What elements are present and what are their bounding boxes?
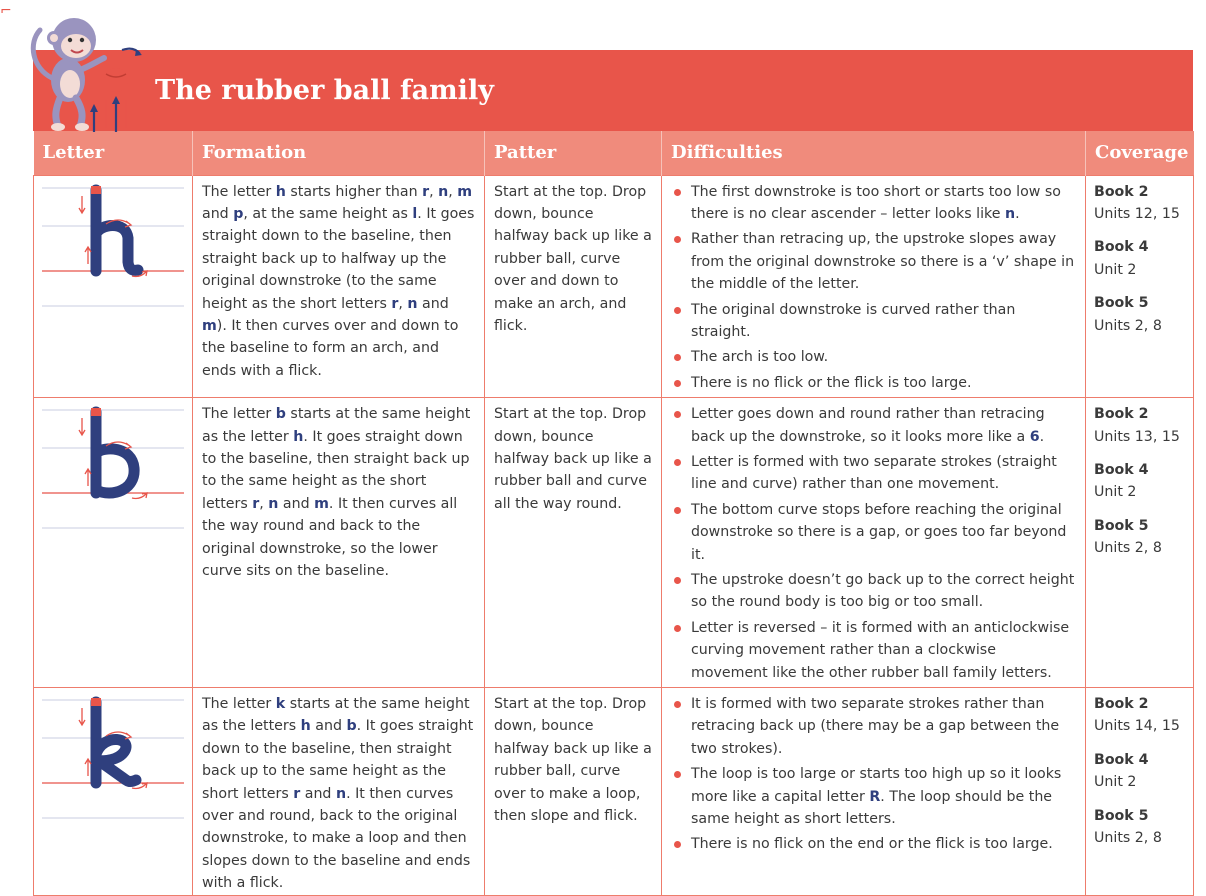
letter-formation-diagram [34, 176, 192, 316]
text-segment: and [300, 785, 336, 802]
coverage-entry [1094, 693, 1185, 738]
letter-keyword: r [252, 495, 260, 512]
text-segment: starts higher than [285, 183, 423, 200]
coverage-units: Units 2, 8 [1094, 317, 1162, 334]
bullet-icon [674, 577, 681, 584]
text-segment: The arch is too low. [691, 349, 829, 366]
start-dot-icon [91, 186, 101, 194]
difficulties-list [671, 181, 1077, 395]
table-row [34, 688, 1194, 896]
monkey-mascot-icon [24, 8, 154, 133]
column-header-coverage: Coverage [1086, 131, 1194, 175]
coverage-entry [1094, 181, 1185, 226]
letter-keyword: r [293, 785, 301, 802]
coverage-units: Unit 2 [1094, 774, 1137, 791]
patter-cell: Start at the top. Drop down, bounce halfway back up like a rubber ball and curve all the way round. [485, 398, 662, 688]
text-segment: and [310, 718, 347, 735]
letter-b-glyph [96, 412, 134, 493]
difficulties-cell [662, 398, 1086, 688]
column-header-formation: Formation [193, 131, 485, 175]
table-row [34, 398, 1194, 688]
letter-formation-diagram [34, 688, 192, 828]
letter-keyword: n [335, 785, 347, 802]
table-header-row [34, 131, 1194, 175]
letter-h-glyph [96, 190, 138, 271]
coverage-cell [1086, 398, 1194, 688]
text-segment: starts at the same height as the letter [202, 406, 471, 445]
start-dot-icon [91, 698, 101, 706]
direction-arrow-icon [85, 759, 91, 776]
list-item [671, 228, 1077, 295]
coverage-entry [1094, 292, 1185, 337]
formation-cell [193, 175, 485, 398]
coverage-book: Book 5 [1094, 807, 1149, 824]
letter-keyword: r [391, 295, 399, 312]
coverage-book: Book 4 [1094, 239, 1149, 256]
list-item [671, 499, 1077, 566]
text-segment: , [259, 495, 269, 512]
text-segment: The first downstroke is too short or starts too low so there is no clear ascender – letter looks like [691, 183, 1061, 222]
direction-arrow-icon [85, 469, 91, 486]
text-segment: There is no flick or the flick is too large. [691, 374, 972, 391]
coverage-entry [1094, 515, 1185, 560]
column-header-letter: Letter [34, 131, 193, 175]
difficulties-list [671, 693, 1077, 856]
letter-keyword: m [314, 495, 329, 512]
list-item [671, 693, 1077, 760]
letter-keyword: p [233, 205, 244, 222]
bullet-icon [674, 459, 681, 466]
bullet-icon [674, 625, 681, 632]
text-segment: starts at the same height as the letters [202, 696, 470, 735]
list-item [671, 403, 1077, 448]
formation-cell [193, 688, 485, 896]
corner-mark-icon: ⌐ [0, 3, 12, 19]
coverage-units: Units 14, 15 [1094, 718, 1180, 735]
text-segment: The loop is too large or starts too high up so it looks more like a capital letter [691, 766, 1062, 805]
letter-formation-diagram [34, 398, 192, 538]
list-item [671, 299, 1077, 344]
bullet-icon [674, 771, 681, 778]
coverage-entry [1094, 403, 1185, 448]
coverage-units: Units 12, 15 [1094, 205, 1180, 222]
coverage-entry [1094, 805, 1185, 850]
text-segment: . It then curves over and round, back to the original downstroke, to make a loop and then slopes down to the baseline and ends with a flick. [202, 785, 471, 892]
coverage-book: Book 4 [1094, 751, 1149, 768]
column-header-difficulties: Difficulties [662, 131, 1086, 175]
list-item [671, 181, 1077, 226]
text-segment: and [278, 495, 315, 512]
text-segment: The letter [202, 183, 276, 200]
letter-keyword: m [202, 317, 217, 334]
text-segment: The bottom curve stops before reaching the original downstroke so there is a gap, or goes too far beyond it. [691, 501, 1067, 563]
direction-arrow-icon [85, 247, 91, 264]
direction-arrow-icon [79, 708, 85, 725]
letter-keyword: n [438, 183, 449, 200]
letter-cell [34, 398, 193, 688]
list-item [671, 569, 1077, 614]
coverage-entry [1094, 459, 1185, 504]
coverage-entry [1094, 749, 1185, 794]
bullet-icon [674, 236, 681, 243]
text-segment: . [1015, 205, 1020, 222]
bullet-icon [674, 354, 681, 361]
list-item [671, 346, 1077, 368]
bullet-icon [674, 380, 681, 387]
list-item [671, 451, 1077, 496]
text-segment: Letter is formed with two separate strokes (straight line and curve) rather than one movement. [691, 453, 1057, 493]
direction-arrow-icon [79, 196, 85, 213]
bullet-icon [674, 411, 681, 418]
difficulties-list [671, 403, 1077, 684]
coverage-units: Unit 2 [1094, 261, 1137, 278]
direction-arrow-icon [79, 418, 85, 435]
text-segment: Letter is reversed – it is formed with an anticlockwise curving movement rather than a clockwise movement like the other rubber ball family letters. [691, 619, 1070, 681]
text-segment: . It then curves all the way round and back to the original downstroke, so the lower curve sits on the baseline. [202, 495, 458, 579]
coverage-book: Book 5 [1094, 517, 1149, 534]
text-segment: . [1039, 428, 1045, 445]
table-row [34, 175, 1194, 398]
letter-keyword: l [412, 205, 418, 222]
letter-keyword: n [407, 295, 418, 312]
letter-keyword: 6 [1029, 428, 1040, 445]
coverage-cell [1086, 688, 1194, 896]
text-segment: , [429, 183, 439, 200]
start-dot-icon [91, 408, 101, 416]
coverage-book: Book 5 [1094, 295, 1149, 312]
letter-keyword: m [457, 183, 473, 200]
letter-keyword: b [346, 718, 357, 735]
coverage-book: Book 4 [1094, 461, 1149, 478]
letter-cell [34, 175, 193, 398]
patter-cell: Start at the top. Drop down, bounce halfway back up like a rubber ball, curve over and down to make an arch, and flick. [485, 175, 662, 398]
text-segment: , [398, 295, 408, 312]
bullet-icon [674, 507, 681, 514]
coverage-cell [1086, 175, 1194, 398]
text-segment: , [448, 183, 458, 200]
letter-keyword: h [300, 718, 311, 735]
letter-keyword: R [869, 788, 881, 805]
page-title: The rubber ball family [155, 75, 494, 106]
text-segment: The letter [202, 406, 276, 423]
text-segment: There is no flick on the end or the flick is too large. [691, 836, 1053, 853]
text-segment: and [202, 205, 234, 222]
text-segment: and [417, 295, 449, 312]
coverage-units: Units 13, 15 [1094, 428, 1180, 445]
difficulties-cell [662, 175, 1086, 398]
list-item [671, 617, 1077, 684]
coverage-units: Unit 2 [1094, 484, 1137, 501]
text-segment: Letter goes down and round rather than retracing back up the downstroke, so it looks more like a [691, 406, 1045, 445]
difficulties-cell [662, 688, 1086, 896]
list-item [671, 372, 1077, 394]
letter-keyword: n [1004, 205, 1016, 222]
coverage-book: Book 2 [1094, 696, 1149, 713]
bullet-icon [674, 307, 681, 314]
text-segment: . It goes straight down to the baseline, then straight back up to the same height as the short letters [202, 428, 470, 512]
text-segment: . It goes straight down to the baseline, then straight back up to the same height as the short letters [202, 718, 474, 802]
letter-keyword: h [293, 428, 304, 445]
text-segment: . It goes straight down to the baseline, then straight back up to halfway up the original downstroke (to the same height as the short letters [202, 205, 475, 312]
coverage-entry [1094, 236, 1185, 281]
patter-cell: Start at the top. Drop down, bounce halfway back up like a rubber ball, curve over to make a loop, then slope and flick. [485, 688, 662, 896]
text-segment: . The loop should be the same height as short letters. [691, 788, 1053, 828]
letter-keyword: h [275, 183, 286, 200]
formation-cell [193, 398, 485, 688]
text-segment: Rather than retracing up, the upstroke slopes away from the original downstroke so there is a ‘v’ shape in the middle of the letter. [691, 231, 1075, 293]
coverage-units: Units 2, 8 [1094, 830, 1162, 847]
bullet-icon [674, 701, 681, 708]
list-item [671, 833, 1077, 855]
letter-keyword: n [268, 495, 279, 512]
coverage-units: Units 2, 8 [1094, 540, 1162, 557]
bullet-icon [674, 189, 681, 196]
text-segment: The letter [202, 696, 276, 713]
letter-cell [34, 688, 193, 896]
text-segment: ). It then curves over and down to the baseline to form an arch, and ends with a flick. [202, 317, 459, 379]
text-segment: It is formed with two separate strokes rather than retracing back up (there may be a gap between the two strokes). [691, 696, 1060, 757]
direction-arrow-icon [132, 493, 147, 499]
coverage-book: Book 2 [1094, 183, 1149, 200]
letter-keyword: b [275, 406, 286, 423]
text-segment: The upstroke doesn’t go back up to the correct height so the round body is too big or too small. [691, 572, 1075, 611]
text-segment: , at the same height as [243, 205, 413, 222]
bullet-icon [674, 841, 681, 848]
coverage-book: Book 2 [1094, 406, 1149, 423]
letter-k-glyph [96, 702, 136, 783]
letter-keyword: k [275, 696, 286, 713]
column-header-patter: Patter [485, 131, 662, 175]
letter-family-table [33, 131, 1194, 896]
letter-keyword: r [422, 183, 430, 200]
list-item [671, 763, 1077, 830]
text-segment: The original downstroke is curved rather than straight. [691, 301, 1016, 340]
